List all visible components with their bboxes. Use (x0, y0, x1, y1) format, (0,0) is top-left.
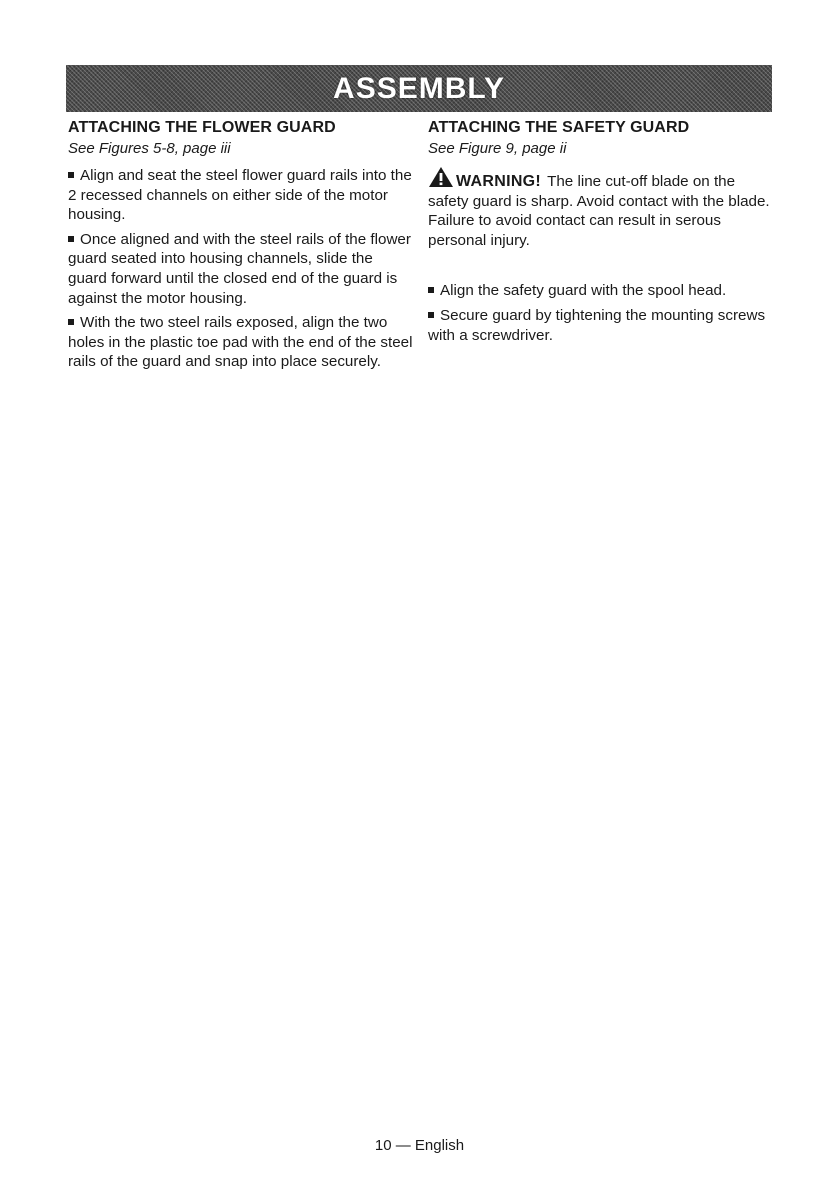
warning-label: WARNING! (456, 173, 542, 190)
list-item-text: Secure guard by tightening the mounting screws with a screwdriver. (428, 306, 766, 344)
list-item (428, 306, 773, 345)
bullet-icon (68, 172, 74, 178)
list-item (68, 313, 413, 372)
left-column (68, 117, 413, 377)
right-column (428, 117, 773, 350)
safety-guard-heading: ATTACHING THE SAFETY GUARD (428, 119, 690, 136)
warning-triangle-icon (428, 166, 454, 188)
list-item (68, 230, 413, 308)
bullet-icon (428, 312, 434, 318)
safety-guard-figure-reference: See Figure 9, page ii (428, 140, 567, 157)
warning-block (428, 166, 773, 250)
flower-guard-heading: ATTACHING THE FLOWER GUARD (68, 119, 336, 136)
spacer (428, 250, 773, 281)
section-banner (66, 65, 772, 112)
bullet-icon (68, 236, 74, 242)
banner-title: ASSEMBLY (333, 71, 505, 105)
flower-guard-figure-reference: See Figures 5-8, page iii (68, 140, 231, 157)
bullet-icon (68, 319, 74, 325)
list-item-text: Align the safety guard with the spool head. (440, 282, 727, 300)
list-item-text: Once aligned and with the steel rails of the flower guard seated into housing channels, slide the guard forward until the closed end of the guard is against the motor housing. (68, 230, 411, 307)
list-item (428, 281, 773, 301)
bullet-icon (428, 287, 434, 293)
warning-text: The line cut-off blade on the safety guard is sharp. Avoid contact with the blade. Failure to avoid contact can result in serous personal injury. (428, 173, 770, 249)
list-item (68, 166, 413, 225)
list-item-text: Align and seat the steel flower guard rails into the 2 recessed channels on either side of the motor housing. (68, 167, 412, 224)
page-footer: 10 — English (374, 1137, 465, 1154)
list-item-text: With the two steel rails exposed, align the two holes in the plastic toe pad with the end of the steel rails of the guard and snap into place securely. (68, 314, 413, 371)
